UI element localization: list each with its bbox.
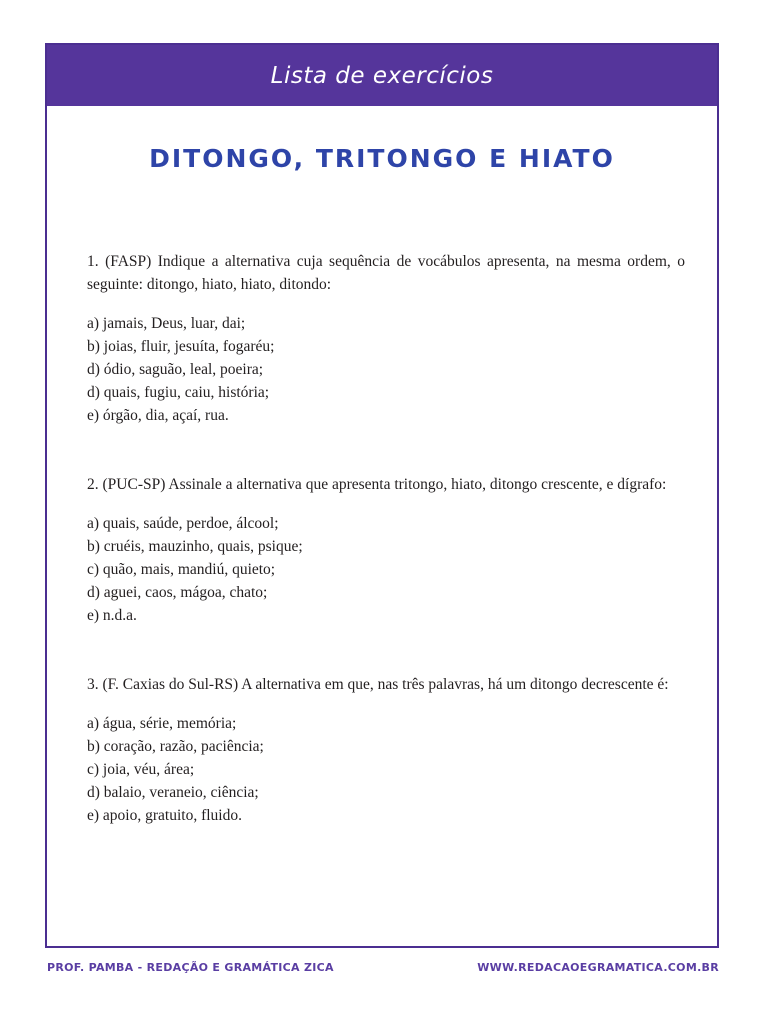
question-3	[87, 673, 685, 827]
option-list	[87, 312, 685, 427]
option-item: a) água, série, memória;	[87, 715, 237, 732]
question-1	[87, 250, 685, 427]
exercise-list	[87, 250, 685, 873]
header-title: Lista de exercícios	[270, 62, 494, 89]
option-item: c) quão, mais, mandiú, quieto;	[87, 561, 276, 578]
option-item: a) quais, saúde, perdoe, álcool;	[87, 515, 279, 532]
option-item: e) apoio, gratuito, fluido.	[87, 807, 242, 824]
option-item: d) quais, fugiu, caiu, história;	[87, 384, 270, 401]
footer-author: PROF. PAMBA - REDAÇÃO E GRAMÁTICA ZICA	[47, 961, 334, 974]
option-item: b) coração, razão, paciência;	[87, 738, 264, 755]
option-item: d) aguei, caos, mágoa, chato;	[87, 584, 268, 601]
page-footer	[47, 961, 719, 974]
option-item: d) balaio, veraneio, ciência;	[87, 784, 259, 801]
page-title: DITONGO, TRITONGO E HIATO	[149, 144, 615, 173]
footer-website-link[interactable]: WWW.REDACAOEGRAMATICA.COM.BR	[477, 961, 719, 974]
option-list	[87, 512, 685, 627]
option-item: b) joias, fluir, jesuíta, fogaréu;	[87, 338, 275, 355]
option-item: b) cruéis, mauzinho, quais, psique;	[87, 538, 303, 555]
option-item: e) órgão, dia, açaí, rua.	[87, 407, 229, 424]
question-text: 2. (PUC-SP) Assinale a alternativa que apresenta tritongo, hiato, ditongo crescente, e dígrafo:	[87, 476, 667, 493]
question-text: 1. (FASP) Indique a alternativa cuja sequência de vocábulos apresenta, na mesma ordem, o seguinte: ditongo, hiato, hiato, ditondo:	[87, 253, 685, 293]
option-item: d) ódio, saguão, leal, poeira;	[87, 361, 264, 378]
page-frame	[45, 43, 719, 948]
option-item: c) joia, véu, área;	[87, 761, 195, 778]
option-list	[87, 712, 685, 827]
option-item: e) n.d.a.	[87, 607, 137, 624]
header-bar	[47, 45, 717, 106]
question-text: 3. (F. Caxias do Sul-RS) A alternativa em que, nas três palavras, há um ditongo decrescente é:	[87, 676, 669, 693]
option-item: a) jamais, Deus, luar, dai;	[87, 315, 246, 332]
question-2	[87, 473, 685, 627]
